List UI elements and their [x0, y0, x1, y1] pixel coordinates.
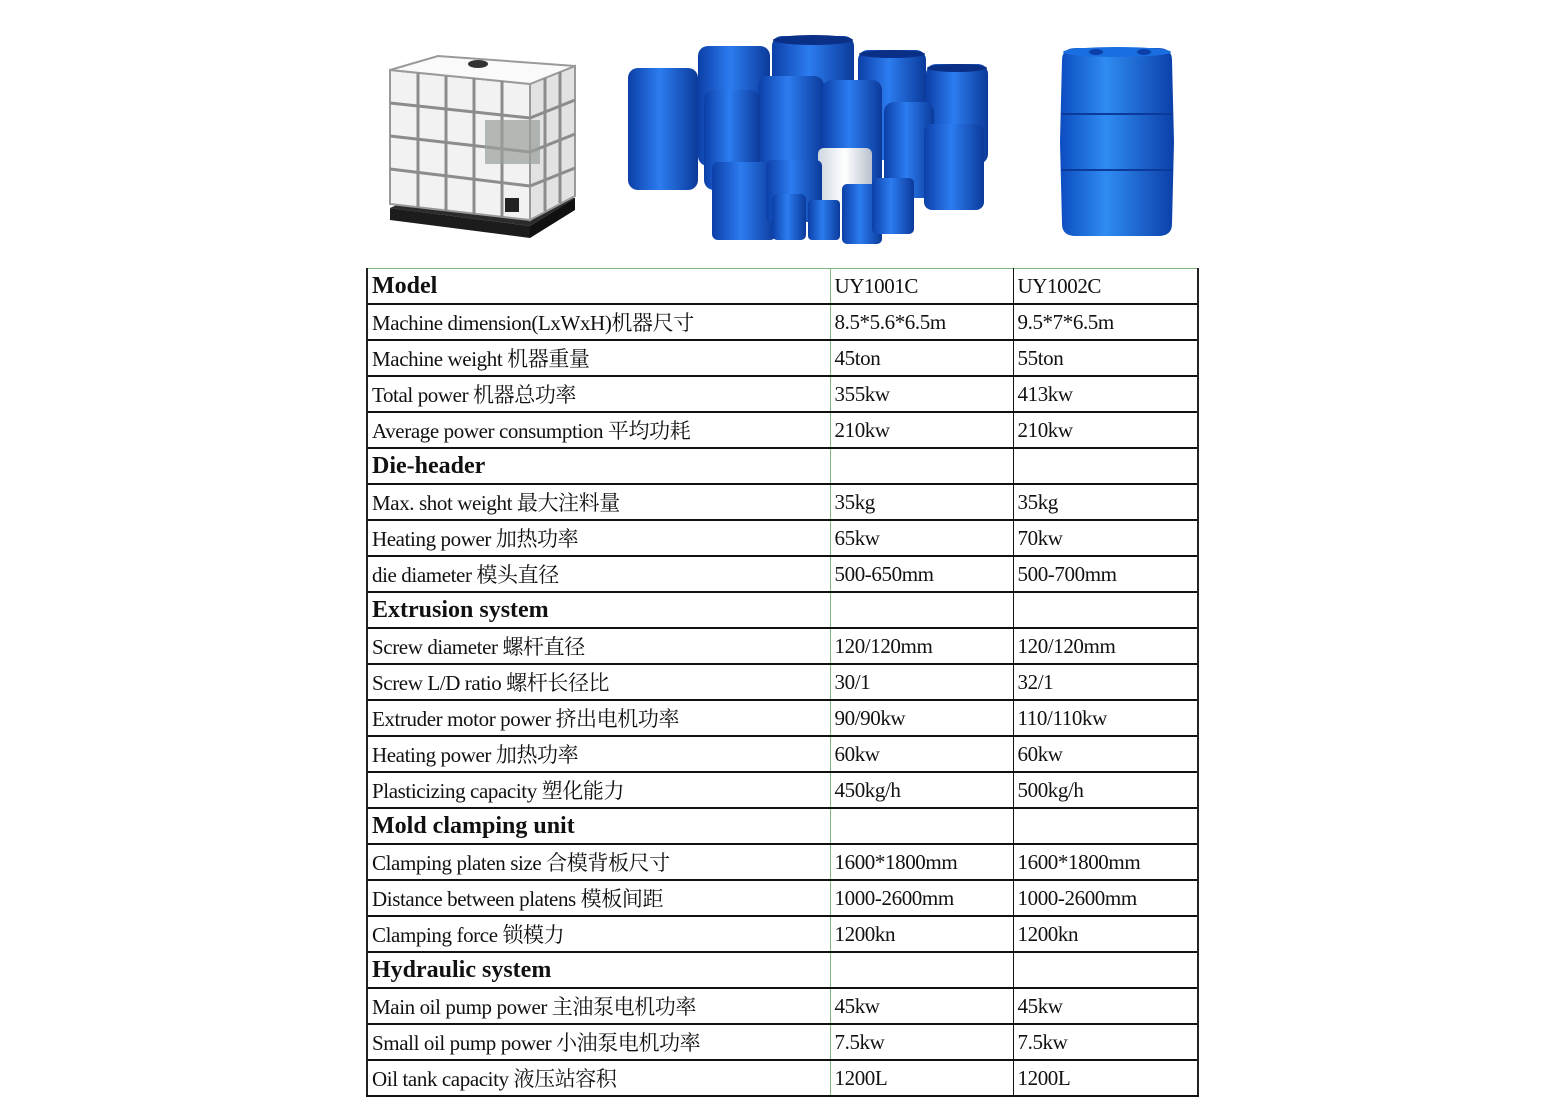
- spec-value-uy1001c: 355kw: [830, 376, 1013, 412]
- table-row: [367, 736, 1198, 772]
- spec-value-uy1001c: 7.5kw: [830, 1024, 1013, 1060]
- spec-label-cell: Small oil pump power 小油泵电机功率: [367, 1024, 830, 1060]
- spec-value-uy1001c: 65kw: [830, 520, 1013, 556]
- table-row: [367, 556, 1198, 592]
- spec-value-uy1002c: 1200kn: [1013, 916, 1198, 952]
- spec-value-uy1002c: 32/1: [1013, 664, 1198, 700]
- spec-label-cell: Clamping force 锁模力: [367, 916, 830, 952]
- spec-label-cell: Clamping platen size 合模背板尺寸: [367, 844, 830, 880]
- table-row: [367, 304, 1198, 340]
- blue-drums-and-jerrycans-icon: [622, 32, 994, 248]
- spec-label-cell: die diameter 模头直径: [367, 556, 830, 592]
- spec-value-uy1001c: 450kg/h: [830, 772, 1013, 808]
- table-row: [367, 700, 1198, 736]
- spec-value-uy1001c: 30/1: [830, 664, 1013, 700]
- spec-value-uy1001c: 500-650mm: [830, 556, 1013, 592]
- spec-value-uy1001c: 45ton: [830, 340, 1013, 376]
- spec-value-uy1002c: 500kg/h: [1013, 772, 1198, 808]
- spec-value-uy1002c: [1013, 952, 1198, 988]
- table-row: [367, 988, 1198, 1024]
- spec-value-uy1002c: UY1002C: [1013, 269, 1198, 305]
- spec-value-uy1001c: 120/120mm: [830, 628, 1013, 664]
- spec-value-uy1002c: 60kw: [1013, 736, 1198, 772]
- spec-label-cell: Max. shot weight 最大注料量: [367, 484, 830, 520]
- spec-value-uy1002c: 35kg: [1013, 484, 1198, 520]
- spec-label-cell: Die-header: [367, 448, 830, 484]
- spec-label-cell: Heating power 加热功率: [367, 736, 830, 772]
- spec-label-cell: Oil tank capacity 液压站容积: [367, 1060, 830, 1096]
- spec-value-uy1002c: [1013, 592, 1198, 628]
- table-row: [367, 1060, 1198, 1096]
- table-row: [367, 772, 1198, 808]
- table-row: [367, 1024, 1198, 1060]
- table-row: [367, 628, 1198, 664]
- spec-value-uy1001c: [830, 592, 1013, 628]
- spec-value-uy1001c: 45kw: [830, 988, 1013, 1024]
- spec-value-uy1001c: 1000-2600mm: [830, 880, 1013, 916]
- spec-label-cell: Machine weight 机器重量: [367, 340, 830, 376]
- spec-value-uy1002c: 70kw: [1013, 520, 1198, 556]
- spec-value-uy1002c: 1200L: [1013, 1060, 1198, 1096]
- section-header-row: [367, 269, 1198, 305]
- spec-label-cell: Distance between platens 模板间距: [367, 880, 830, 916]
- table-row: [367, 520, 1198, 556]
- spec-value-uy1001c: 60kw: [830, 736, 1013, 772]
- ibc-tank-icon: [380, 48, 580, 248]
- spec-value-uy1001c: [830, 808, 1013, 844]
- spec-table: [366, 268, 1199, 1097]
- spec-label-cell: Model: [367, 269, 830, 305]
- table-row: [367, 376, 1198, 412]
- spec-value-uy1002c: 9.5*7*6.5m: [1013, 304, 1198, 340]
- spec-label-cell: Extrusion system: [367, 592, 830, 628]
- spec-value-uy1002c: 55ton: [1013, 340, 1198, 376]
- spec-table-body: [367, 269, 1198, 1097]
- spec-value-uy1002c: 1600*1800mm: [1013, 844, 1198, 880]
- spec-value-uy1002c: [1013, 448, 1198, 484]
- spec-label-cell: Screw diameter 螺杆直径: [367, 628, 830, 664]
- section-header-row: [367, 448, 1198, 484]
- spec-value-uy1001c: 1200kn: [830, 916, 1013, 952]
- spec-value-uy1002c: 120/120mm: [1013, 628, 1198, 664]
- spec-label-cell: Extruder motor power 挤出电机功率: [367, 700, 830, 736]
- spec-value-uy1002c: 45kw: [1013, 988, 1198, 1024]
- spec-label-cell: Hydraulic system: [367, 952, 830, 988]
- spec-value-uy1002c: 413kw: [1013, 376, 1198, 412]
- spec-label-cell: Total power 机器总功率: [367, 376, 830, 412]
- spec-value-uy1001c: 1600*1800mm: [830, 844, 1013, 880]
- table-row: [367, 916, 1198, 952]
- spec-value-uy1002c: 7.5kw: [1013, 1024, 1198, 1060]
- spec-label-cell: Heating power 加热功率: [367, 520, 830, 556]
- spec-value-uy1001c: 35kg: [830, 484, 1013, 520]
- spec-label-cell: Average power consumption 平均功耗: [367, 412, 830, 448]
- spec-value-uy1001c: [830, 952, 1013, 988]
- spec-value-uy1001c: 8.5*5.6*6.5m: [830, 304, 1013, 340]
- spec-value-uy1001c: UY1001C: [830, 269, 1013, 305]
- table-row: [367, 664, 1198, 700]
- section-header-row: [367, 592, 1198, 628]
- spec-label-cell: Main oil pump power 主油泵电机功率: [367, 988, 830, 1024]
- spec-value-uy1001c: 90/90kw: [830, 700, 1013, 736]
- spec-value-uy1001c: [830, 448, 1013, 484]
- table-row: [367, 880, 1198, 916]
- table-row: [367, 844, 1198, 880]
- spec-label-cell: Plasticizing capacity 塑化能力: [367, 772, 830, 808]
- spec-label-cell: Mold clamping unit: [367, 808, 830, 844]
- spec-value-uy1001c: 1200L: [830, 1060, 1013, 1096]
- product-images: [0, 0, 1567, 260]
- spec-value-uy1001c: 210kw: [830, 412, 1013, 448]
- table-row: [367, 484, 1198, 520]
- blue-drum-icon: [1052, 44, 1182, 240]
- spec-value-uy1002c: 1000-2600mm: [1013, 880, 1198, 916]
- spec-value-uy1002c: 210kw: [1013, 412, 1198, 448]
- table-row: [367, 340, 1198, 376]
- spec-label-cell: Machine dimension(LxWxH)机器尺寸: [367, 304, 830, 340]
- spec-label-cell: Screw L/D ratio 螺杆长径比: [367, 664, 830, 700]
- spec-value-uy1002c: 500-700mm: [1013, 556, 1198, 592]
- section-header-row: [367, 808, 1198, 844]
- spec-value-uy1002c: 110/110kw: [1013, 700, 1198, 736]
- section-header-row: [367, 952, 1198, 988]
- table-row: [367, 412, 1198, 448]
- spec-value-uy1002c: [1013, 808, 1198, 844]
